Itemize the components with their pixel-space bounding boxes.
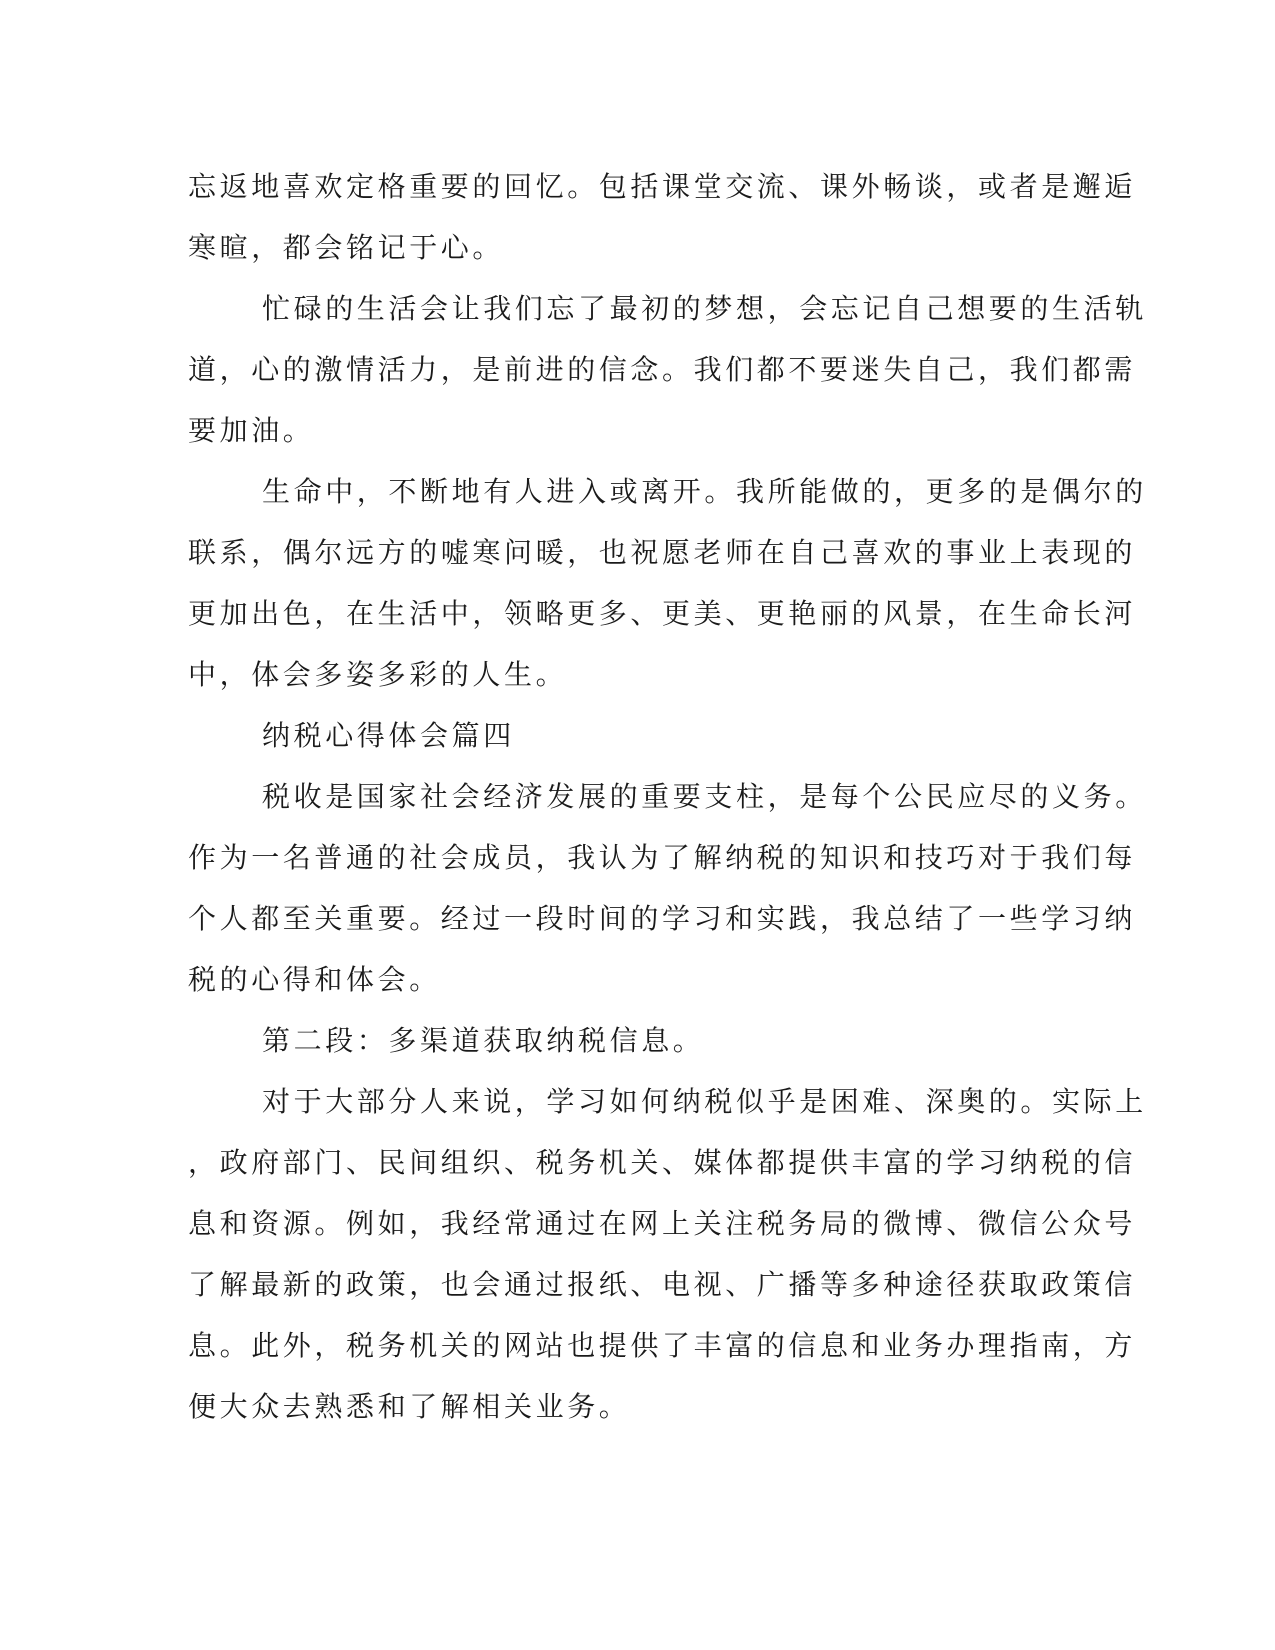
- paragraph-start-line: 对于大部分人来说，学习如何纳税似乎是困难、深奥的。实际上: [262, 1085, 1147, 1118]
- text-line: 息和资源。例如，我经常通过在网上关注税务局的微博、微信公众号: [188, 1207, 1137, 1240]
- text-line: 更加出色，在生活中，领略更多、更美、更艳丽的风景，在生命长河: [188, 597, 1137, 630]
- text-line: 个人都至关重要。经过一段时间的学习和实践，我总结了一些学习纳: [188, 902, 1137, 935]
- text-line: 便大众去熟悉和了解相关业务。: [188, 1390, 631, 1423]
- text-line: 了解最新的政策，也会通过报纸、电视、广播等多种途径获取政策信: [188, 1268, 1137, 1301]
- text-line: 中，体会多姿多彩的人生。: [188, 658, 568, 691]
- text-line: 要加油。: [188, 414, 315, 447]
- text-line: 道，心的激情活力，是前进的信念。我们都不要迷失自己，我们都需: [188, 353, 1137, 386]
- paragraph-start-line: 忙碌的生活会让我们忘了最初的梦想，会忘记自己想要的生活轨: [262, 292, 1147, 325]
- text-line: 作为一名普通的社会成员，我认为了解纳税的知识和技巧对于我们每: [188, 841, 1137, 874]
- text-line: ，政府部门、民间组织、税务机关、媒体都提供丰富的学习纳税的信: [188, 1146, 1137, 1179]
- section-heading: 纳税心得体会篇四: [262, 719, 515, 752]
- text-line: 税的心得和体会。: [188, 963, 441, 996]
- text-line: 联系，偶尔远方的嘘寒问暖，也祝愿老师在自己喜欢的事业上表现的: [188, 536, 1137, 569]
- subsection-heading: 第二段：多渠道获取纳税信息。: [262, 1024, 705, 1057]
- document-body: [188, 156, 1147, 1437]
- text-line: 寒暄，都会铭记于心。: [188, 231, 505, 264]
- paragraph-start-line: 税收是国家社会经济发展的重要支柱，是每个公民应尽的义务。: [262, 780, 1147, 813]
- text-line: 息。此外，税务机关的网站也提供了丰富的信息和业务办理指南，方: [188, 1329, 1137, 1362]
- text-line: 忘返地喜欢定格重要的回忆。包括课堂交流、课外畅谈，或者是邂逅: [188, 170, 1137, 203]
- paragraph-start-line: 生命中，不断地有人进入或离开。我所能做的，更多的是偶尔的: [262, 475, 1147, 508]
